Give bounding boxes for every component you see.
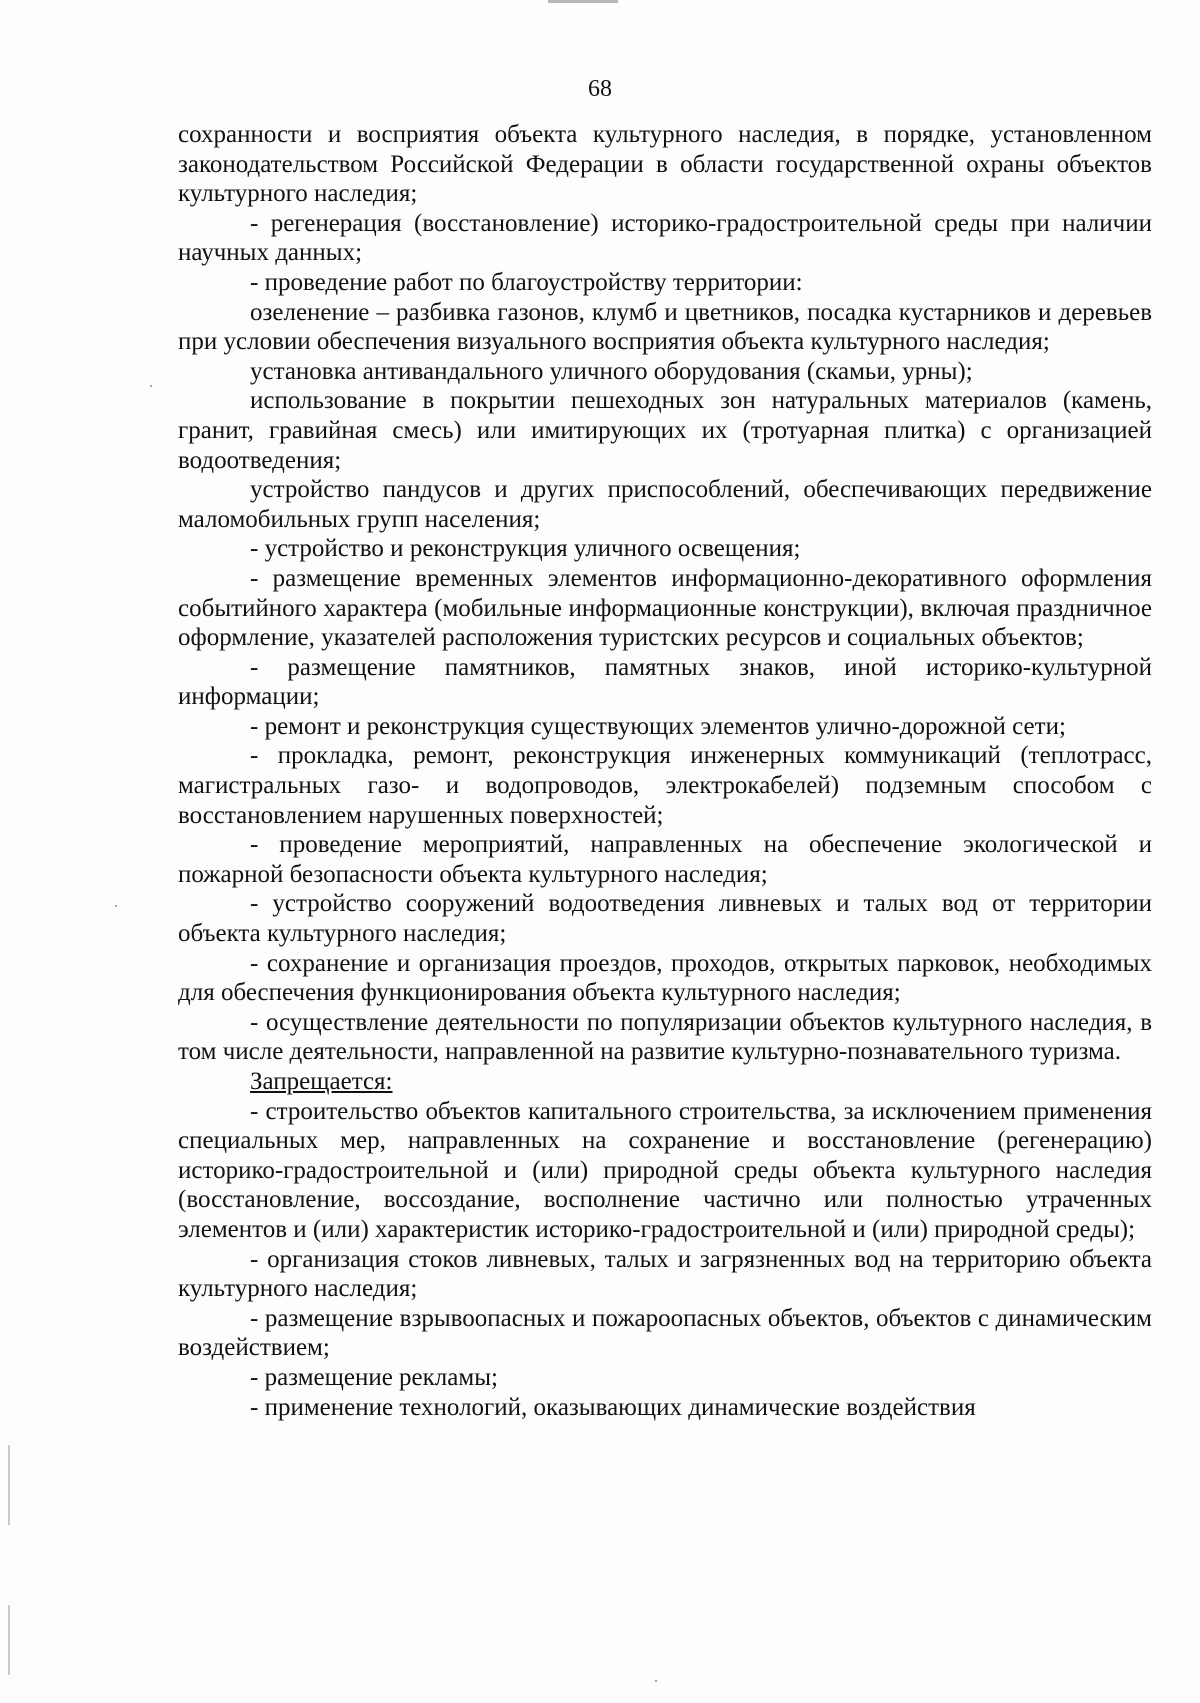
section-heading [178, 1067, 1152, 1097]
paragraph: - строительство объектов капитального строительства, за исключением применения специальных мер, направленных на сохранение и восстановление (регенерацию) историко-градостроительной и (или) природной среды объекта культурного наследия (восстановление, воссоздание, восполнение частично или полностью утраченных элементов и (или) характеристик историко-градостроительной и (или) природной среды); [178, 1097, 1152, 1243]
paragraph: - применение технологий, оказывающих динамические воздействия [250, 1393, 976, 1421]
scan-artifact-left-lower [8, 1605, 10, 1675]
document-body [178, 120, 1152, 1422]
scan-speck [115, 905, 117, 907]
paragraph: - размещение памятников, памятных знаков, иной историко-культурной информации; [178, 653, 1152, 711]
paragraph: - ремонт и реконструкция существующих элементов улично-дорожной сети; [250, 712, 1066, 740]
scan-artifact-top [548, 0, 618, 3]
paragraph: - устройство и реконструкция уличного освещения; [250, 535, 801, 563]
paragraph: - размещение рекламы; [250, 1363, 498, 1391]
paragraph: - осуществление деятельности по популяризации объектов культурного наследия, в том числе деятельности, направленной на развитие культурно-познавательного туризма. [178, 1008, 1152, 1066]
paragraph: сохранности и восприятия объекта культурного наследия, в порядке, установленном законодательством Российской Федерации в области государственной охраны объектов культурного наследия; [178, 121, 1152, 208]
paragraph: - организация стоков ливневых, талых и загрязненных вод на территорию объекта культурного наследия; [178, 1245, 1152, 1303]
scan-artifact-left [8, 1445, 10, 1525]
section-heading-text: Запрещается: [250, 1068, 393, 1095]
paragraph: озеленение – разбивка газонов, клумб и цветников, посадка кустарников и деревьев при условии обеспечения визуального восприятия объекта культурного наследия; [178, 298, 1152, 356]
paragraph: - сохранение и организация проездов, проходов, открытых парковок, необходимых для обеспечения функционирования объекта культурного наследия; [178, 949, 1152, 1007]
paragraph: - прокладка, ремонт, реконструкция инженерных коммуникаций (теплотрасс, магистральных газо- и водопроводов, электрокабелей) подземным способом с восстановлением нарушенных поверхностей; [178, 742, 1152, 829]
scan-speck [655, 1680, 657, 1682]
paragraph: использование в покрытии пешеходных зон натуральных материалов (камень, гранит, гравийная смесь) или имитирующих их (тротуарная плитка) с организацией водоотведения; [178, 387, 1152, 474]
paragraph: устройство пандусов и других приспособлений, обеспечивающих передвижение маломобильных групп населения; [178, 476, 1152, 533]
page-number: 68 [588, 76, 612, 102]
paragraph: - размещение взрывоопасных и пожароопасных объектов, объектов с динамическим воздействием; [178, 1304, 1152, 1362]
paragraph: - размещение временных элементов информационно-декоративного оформления событийного характера (мобильные информационные конструкции), включая праздничное оформление, указателей расположения туристских ресурсов и социальных объектов; [178, 564, 1152, 652]
scan-speck [150, 385, 152, 387]
paragraph: - проведение мероприятий, направленных на обеспечение экологической и пожарной безопасности объекта культурного наследия; [178, 831, 1152, 888]
paragraph: - проведение работ по благоустройству территории: [250, 268, 803, 296]
paragraph: - устройство сооружений водоотведения ливневых и талых вод от территории объекта культурного наследия; [178, 890, 1152, 948]
paragraph: - регенерация (восстановление) историко-градостроительной среды при наличии научных данных; [178, 209, 1152, 267]
paragraph: установка антивандального уличного оборудования (скамьи, урны); [250, 357, 973, 385]
